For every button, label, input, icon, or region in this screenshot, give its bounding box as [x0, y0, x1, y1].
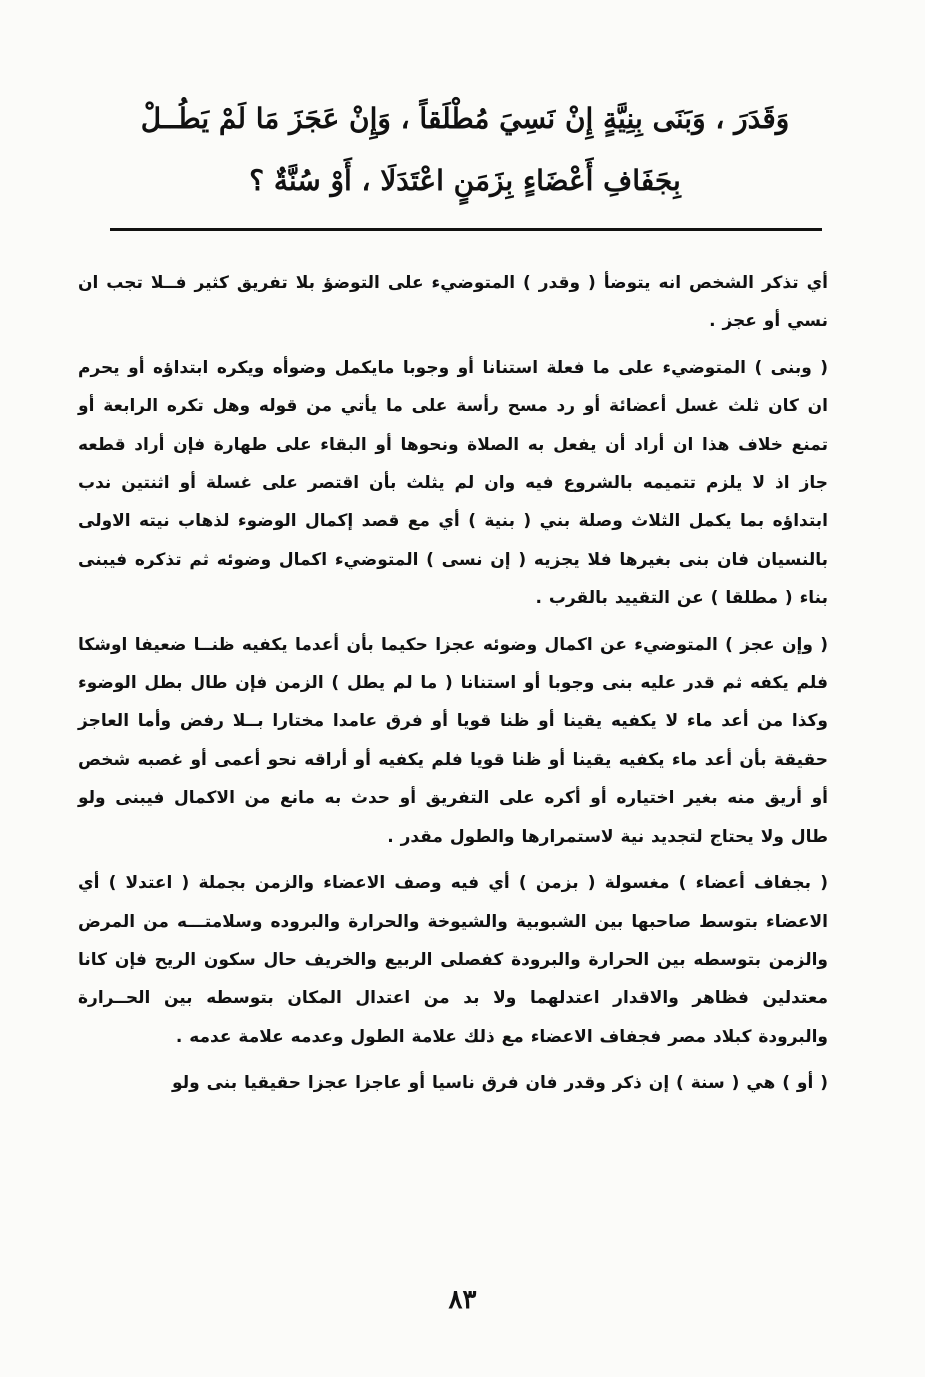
separator-rule: [110, 228, 822, 231]
matn-line-1: وَقَدَرَ ، وَبَنَى بِنِيَّةٍ إِنْ نَسِيَ مُطْلَقاً ، وَإِنْ عَجَزَ مَا لَمْ يَطُــلْ: [140, 102, 790, 135]
commentary-body: [78, 264, 828, 1111]
matn-verse: [120, 88, 810, 212]
matn-line-2: بِجَفَافِ أَعْضَاءٍ بِزَمَنٍ اعْتَدَلَا ، أَوْ سُنَّةٌ ؟: [249, 164, 681, 197]
commentary-paragraph-5: ( أو ) هي ( سنة ) إن ذكر وقدر فان فرق ناسيا أو عاجزا عجزا حقيقيا بنى ولو: [172, 1073, 828, 1094]
page-number: ٨٣: [448, 1285, 477, 1315]
commentary-paragraph-3: ( وإن عجز ) المتوضيء عن اكمال وضوئه عجزا حكيما بأن أعدما يكفيه ظنــا ضعيفا اوشكا فلم يكفه ثم قدر عليه بنى وجوبا أو استنانا ( ما لم يطل ) الزمن فإن طال بطل الوضوء وكذا من أعد ماء لا يكفيه يقينا أو ظنا قويا أو فرق عامدا مختارا بــلا رفض وأما العاجز حقيقة بأن أعد ماء يكفيه يقينا أو ظنا قويا فلم يكفيه أو أراقه نحو أعمى أو غصبه شخص أو أريق منه بغير اختياره أو أكره على التفريق أو حدث به مانع من الاكمال فيبنى ولو طال ولا يحتاج لتجديد نية لاستمرارها والطول مقدر .: [78, 634, 828, 847]
commentary-paragraph-2: ( وبنى ) المتوضيء على ما فعلة استنانا أو وجوبا مايكمل وضوأه ويكره ابتداؤه أو يحرم ان كان ثلث غسل أعضائة أو رد مسح رأسة على ما يأتي من قوله وهل تكره الرابعة أو تمنع خلاف هذا ان أراد أن يفعل به الصلاة ونحوها أو البقاء على طهارة فإن أراد قطعه جاز اذ لا يلزم تتميمه بالشروع فيه وان لم يثلث بأن اقتصر على غسلة أو اثنتين ندب ابتداؤه بما يكمل الثلاث وصلة بني ( بنية ) أي مع قصد إكمال الوضوء لذهاب نيته الاولى بالنسيان فان بنى بغيرها فلا يجزيه ( إن نسى ) المتوضيء اكمال وضوئه ثم تذكره فيبنى بناء ( مطلقا ) عن التقييد بالقرب .: [78, 357, 828, 609]
commentary-paragraph-1: أي تذكر الشخص انه يتوضأ ( وقدر ) المتوضيء على التوضؤ بلا تفريق كثير فــلا تجب ان نسي أو عجز .: [78, 273, 828, 332]
commentary-paragraph-4: ( بجفاف أعضاء ) مغسولة ( بزمن ) أي فيه وصف الاعضاء والزمن بجملة ( اعتدلا ) أي الاعضاء بتوسط صاحبها بين الشبوبية والشيوخة والحرارة والبروده وسلامتـــه من المرض والزمن بتوسطه بين الحرارة والبرودة كفصلى الربيع والخريف حال سكون الريح فإن كانا معتدلين فظاهر والاقدار اعتدلهما ولا بد من اعتدال المكان بتوسطه بين الحــرارة والبرودة كبلاد مصر فجفاف الاعضاء مع ذلك علامة الطول وعدمه علامة عدمه .: [78, 873, 828, 1047]
